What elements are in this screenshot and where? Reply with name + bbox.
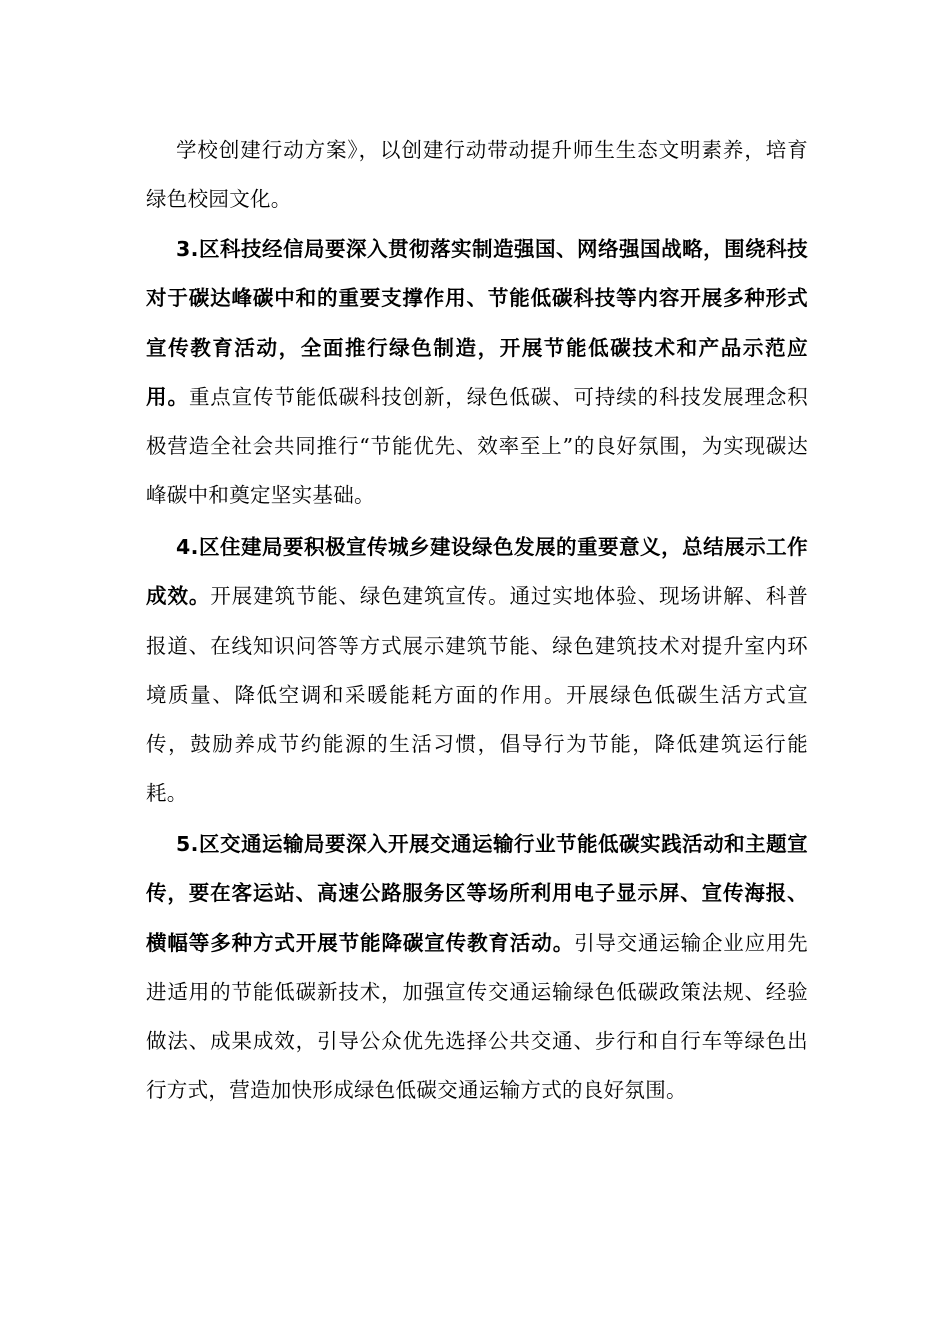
paragraph-1 [146,126,808,225]
paragraph-2 [146,225,808,521]
paragraph-4 [146,820,808,1116]
paragraph-1-text: 学校创建行动方案》，以创建行动带动提升师生生态文明素养，培育绿色校园文化。 [146,138,808,212]
paragraph-3-heading: 4.区住建局要积极宣传城乡建设绿色发展的重要意义，总结展示工作成效。 [146,535,808,609]
paragraph-3 [146,523,808,819]
paragraph-3-text: 开展建筑节能、绿色建筑宣传。通过实地体验、现场讲解、科普报道、在线知识问答等方式展示建筑节能、绿色建筑技术对提升室内环境质量、降低空调和采暖能耗方面的作用。开展绿色低碳生活方式宣传，鼓励养成节约能源的生活习惯，倡导行为节能，降低建筑运行能耗。 [146,584,808,806]
paragraph-4-text: 引导交通运输企业应用先进适用的节能低碳新技术，加强宣传交通运输绿色低碳政策法规、经验做法、成果成效，引导公众优先选择公共交通、步行和自行车等绿色出行方式，营造加快形成绿色低碳交通运输方式的良好氛围。 [146,930,808,1103]
paragraph-4-heading: 5.区交通运输局要深入开展交通运输行业节能低碳实践活动和主题宣传，要在客运站、高速公路服务区等场所利用电子显示屏、宣传海报、横幅等多种方式开展节能降碳宣传教育活动。 [146,832,808,955]
paragraph-2-text: 重点宣传节能低碳科技创新，绿色低碳、可持续的科技发展理念积极营造全社会共同推行“节能优先、效率至上”的良好氛围，为实现碳达峰碳中和奠定坚实基础。 [146,384,808,508]
paragraph-2-heading: 3.区科技经信局要深入贯彻落实制造强国、网络强国战略，围绕科技对于碳达峰碳中和的重要支撑作用、节能低碳科技等内容开展多种形式宣传教育活动，全面推行绿色制造，开展节能低碳技术和产品示范应用。 [146,237,808,409]
